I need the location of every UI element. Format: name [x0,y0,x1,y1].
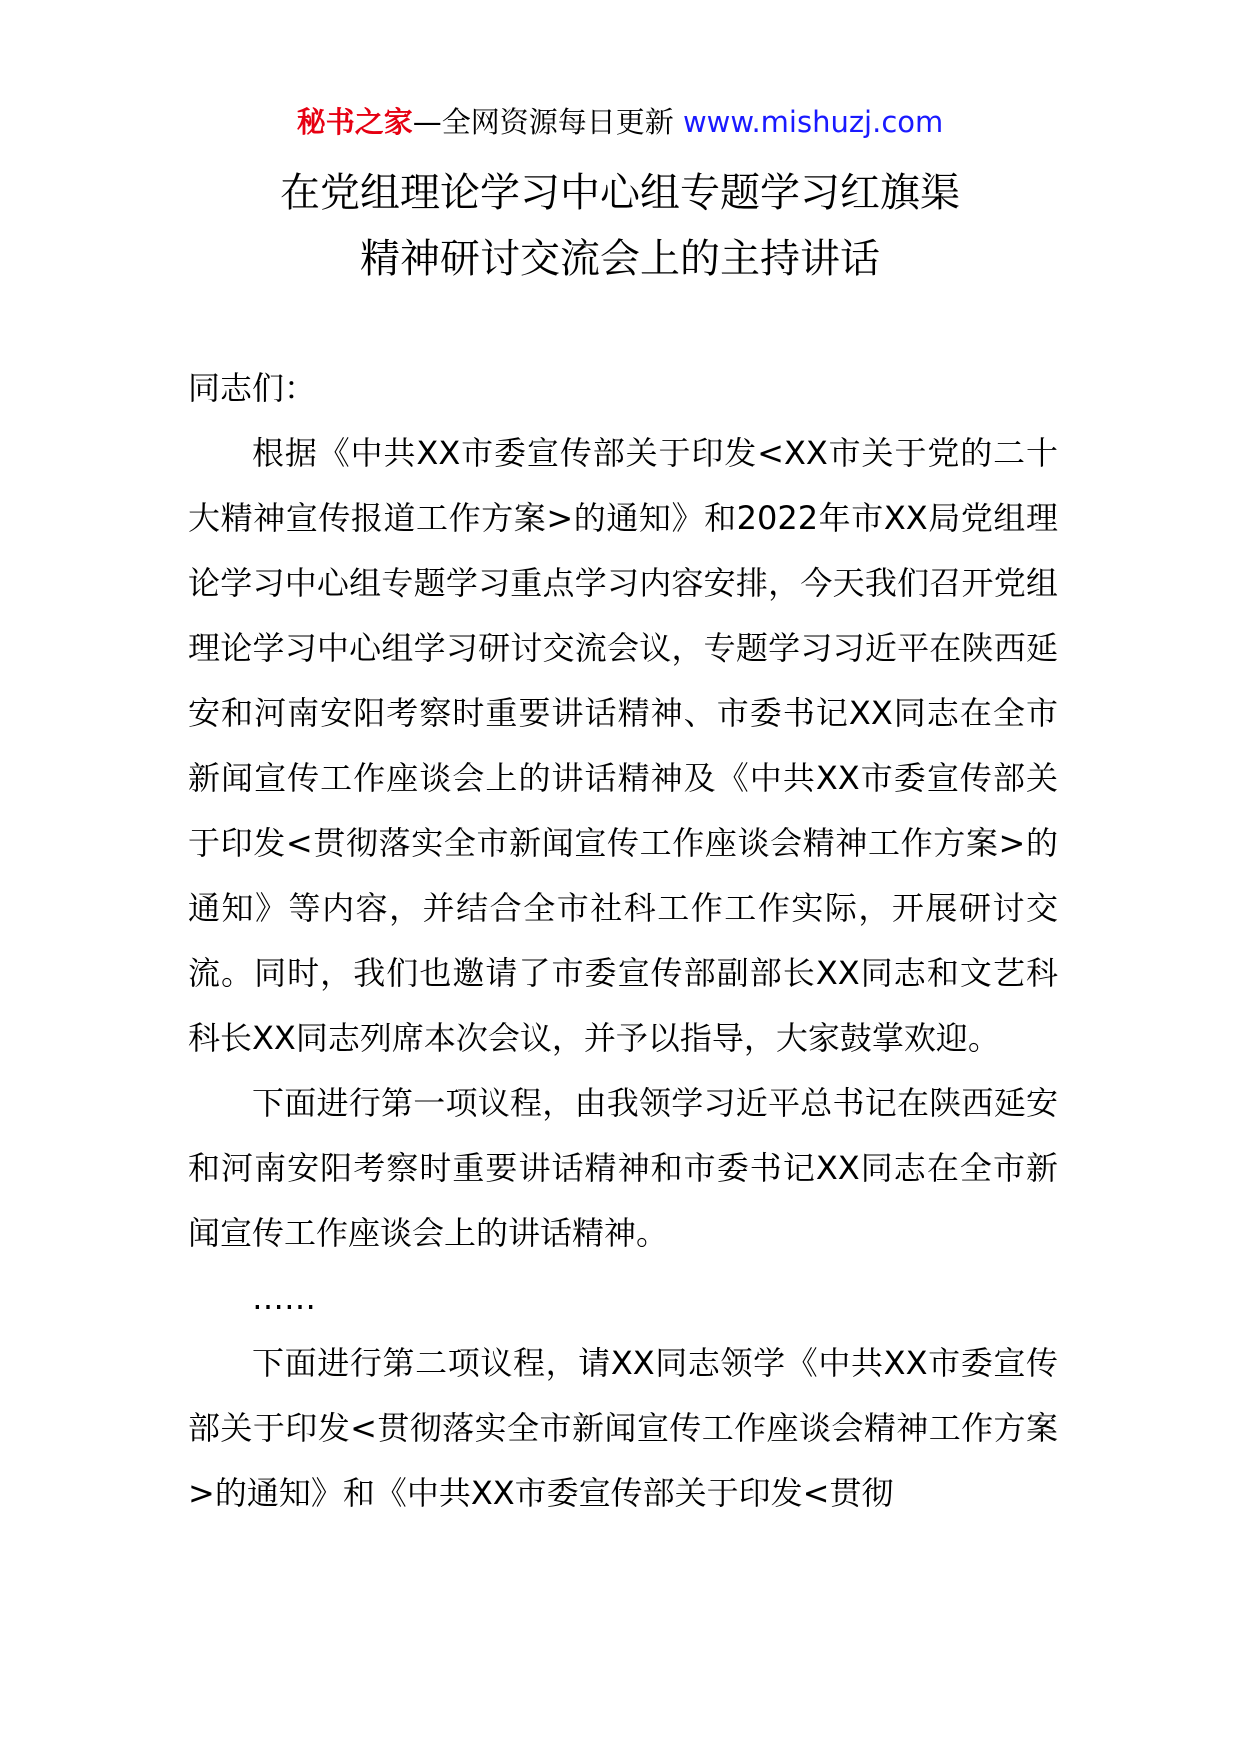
paragraph-intro: 根据《中共XX市委宣传部关于印发<XX市关于党的二十大精神宣传报道工作方案>的通知》和2022年市XX局党组理论学习中心组专题学习重点学习内容安排，今天我们召开党组理论学习中心组学习研讨交流会议，专题学习习近平在陕西延安和河南安阳考察时重要讲话精神、市委书记XX同志在全市新闻宣传工作座谈会上的讲话精神及《中共XX市委宣传部关于印发<贯彻落实全市新闻宣传工作座谈会精神工作方案>的通知》等内容，并结合全市社科工作工作实际，开展研讨交流。同时，我们也邀请了市委宣传部副部长XX同志和文艺科科长XX同志列席本次会议，并予以指导，大家鼓掌欢迎。 [188,434,1058,1057]
title-line-1: 在党组理论学习中心组专题学习红旗渠 [280,170,960,216]
paragraph-agenda-2: 下面进行第二项议程，请XX同志领学《中共XX市委宣传部关于印发<贯彻落实全市新闻宣传工作座谈会精神工作方案>的通知》和《中共XX市委宣传部关于印发<贯彻 [188,1344,1058,1512]
title-line-2: 精神研讨交流会上的主持讲话 [360,236,880,282]
site-url-link[interactable]: www.mishuzj.com [682,105,944,139]
document-title [150,160,1090,292]
salutation: 同志们： [188,369,317,407]
site-brand: 秘书之家 [296,105,413,139]
site-tagline: —全网资源每日更新 [412,105,674,139]
site-header [0,102,1240,142]
paragraph-ellipsis: …… [252,1279,316,1317]
document-body [188,356,1058,1526]
paragraph-agenda-1: 下面进行第一项议程，由我领学习近平总书记在陕西延安和河南安阳考察时重要讲话精神和市委书记XX同志在全市新闻宣传工作座谈会上的讲话精神。 [188,1084,1058,1252]
